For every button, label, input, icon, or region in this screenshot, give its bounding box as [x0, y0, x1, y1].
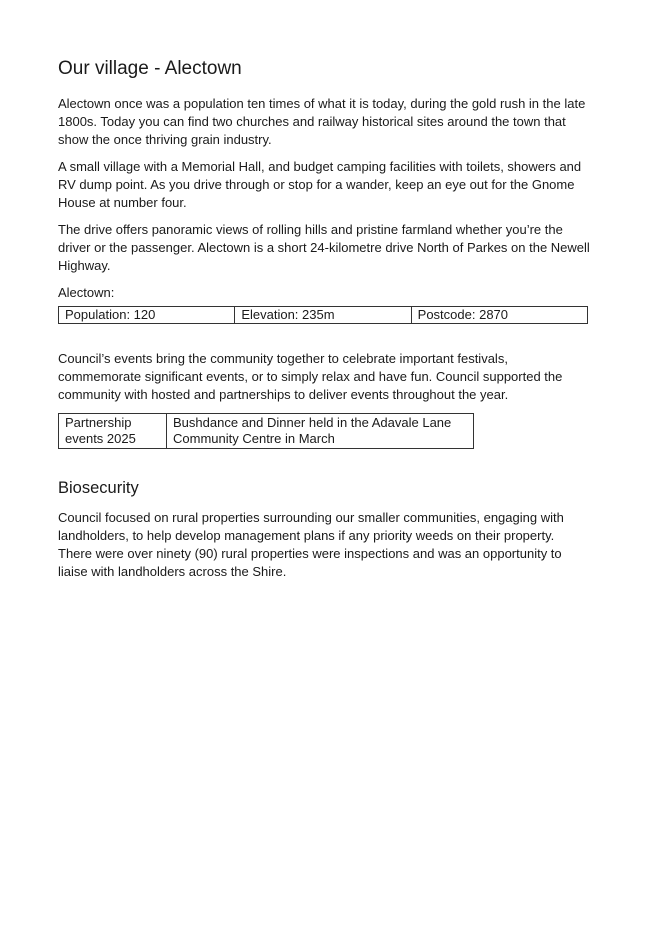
elevation-cell: Elevation: 235m	[235, 307, 411, 324]
village-title: Our village - Alectown	[58, 58, 242, 79]
table-row	[59, 414, 474, 449]
table-row	[59, 307, 588, 324]
events-value-cell: Bushdance and Dinner held in the Adavale Lane Community Centre in March	[167, 414, 474, 449]
village-paragraph: The drive offers panoramic views of rolling hills and pristine farmland whether you’re the driver or the passenger. Alectown is a short 24-kilometre drive North of Parkes on the Newell Highway.	[58, 222, 590, 273]
biosecurity-paragraph: Council focused on rural properties surrounding our smaller communities, engaging with landholders, to help develop management plans if any priority weeds on their property. There were over ninety (90) rural properties were inspections and was an opportunity to liaise with landholders across the Shire.	[58, 510, 564, 579]
events-table	[58, 413, 474, 449]
biosecurity-title: Biosecurity	[58, 479, 139, 497]
stats-label: Alectown:	[58, 285, 115, 300]
page-content	[58, 56, 590, 590]
population-cell: Population: 120	[59, 307, 235, 324]
events-label-cell: Partnership events 2025	[59, 414, 167, 449]
events-paragraph: Council’s events bring the community together to celebrate important festivals, commemorate significant events, or to simply relax and have fun. Council supported the community with hosted and partnerships to deliver events throughout the year.	[58, 351, 563, 402]
stats-table	[58, 306, 588, 324]
village-paragraph: A small village with a Memorial Hall, and budget camping facilities with toilets, showers and RV dump point. As you drive through or stop for a wander, keep an eye out for the Gnome House at number four.	[58, 159, 582, 210]
postcode-cell: Postcode: 2870	[411, 307, 587, 324]
village-paragraph: Alectown once was a population ten times of what it is today, during the gold rush in the late 1800s. Today you can find two churches and railway historical sites around the town that show the once thriving grain industry.	[58, 96, 586, 147]
